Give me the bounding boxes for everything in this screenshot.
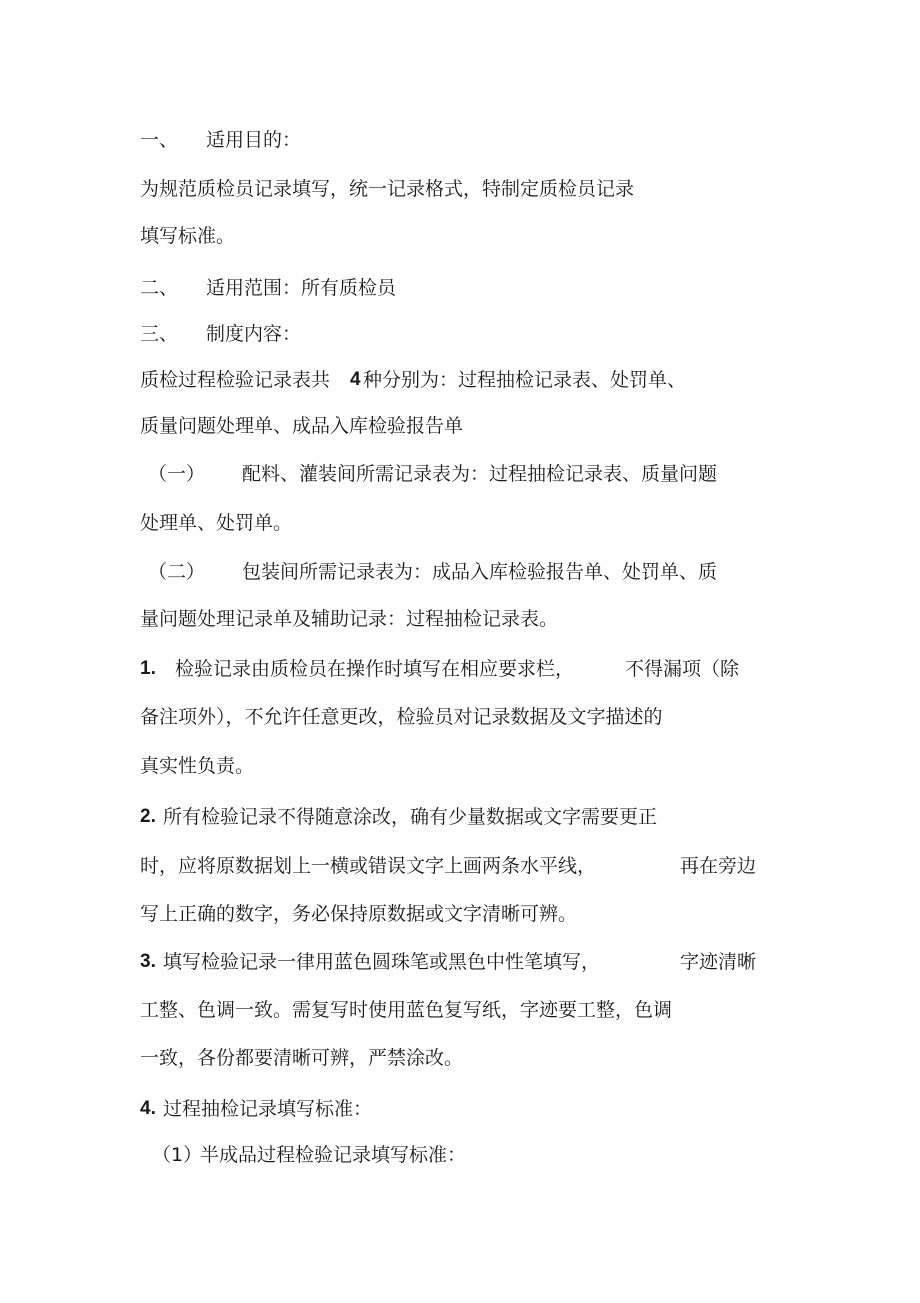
paragraph-text: 过程抽检记录填写标准：: [163, 1098, 373, 1120]
paragraph-text: 所有检验记录不得随意涂改，确有少量数据或文字需要更正: [163, 806, 658, 828]
section-3-marker: 三、: [140, 323, 179, 345]
sub-1-marker: （一）: [148, 463, 206, 485]
item-4-number: 4.: [140, 1098, 156, 1119]
paragraph-text: 为规范质检员记录填写，统一记录格式，特制定质检员记录: [140, 178, 635, 200]
paragraph-text: 检验记录由质检员在操作时填写在相应要求栏，: [175, 658, 575, 680]
item-2-number: 2.: [140, 806, 156, 827]
paragraph-text: 质检过程检验记录表共: [140, 369, 331, 391]
section-3-heading: 制度内容：: [206, 323, 302, 345]
paragraph-text: 真实性负责。: [140, 755, 255, 777]
paragraph-text: 种分别为：过程抽检记录表、处罚单、: [363, 369, 687, 391]
paragraph-text: 质量问题处理单、成品入库检验报告单: [140, 415, 464, 437]
section-2-marker: 二、: [140, 277, 179, 299]
paragraph-text: 处理单、处罚单。: [140, 512, 293, 534]
section-2-heading: 适用范围：所有质检员: [206, 277, 397, 299]
paragraph-text: 写上正确的数字，务必保持原数据或文字清晰可辨。: [140, 903, 578, 925]
item-3-number: 3.: [140, 951, 156, 972]
paragraph-text: 填写标准。: [140, 225, 236, 247]
paragraph-text: 工整、色调一致。需复写时使用蓝色复写纸，字迹要工整，色调: [140, 999, 673, 1021]
paragraph-text: 一致，各份都要清晰可辨，严禁涂改。: [140, 1047, 464, 1069]
paragraph-text: 量问题处理记录单及辅助记录：过程抽检记录表。: [140, 608, 559, 630]
paragraph-text: 时，应将原数据划上一横或错误文字上画两条水平线，: [140, 855, 597, 877]
paragraph-text: 备注项外），不允许任意更改，检验员对记录数据及文字描述的: [140, 706, 663, 728]
item-1-number: 1.: [140, 658, 156, 679]
paragraph-text: 包装间所需记录表为：成品入库检验报告单、处罚单、质: [242, 561, 718, 583]
item-4-1-marker: （1）: [152, 1144, 203, 1166]
paragraph-text: 再在旁边: [680, 855, 757, 877]
paragraph-text: 字迹清晰: [680, 951, 757, 973]
paragraph-text: 不得漏项（除: [625, 658, 740, 680]
section-1-heading: 适用目的：: [206, 129, 302, 151]
paragraph-text: 半成品过程检验记录填写标准：: [200, 1144, 467, 1166]
sub-2-marker: （二）: [148, 561, 206, 583]
record-count: 4: [350, 369, 361, 390]
paragraph-text: 配料、灌装间所需记录表为：过程抽检记录表、质量问题: [242, 463, 718, 485]
paragraph-text: 填写检验记录一律用蓝色圆珠笔或黑色中性笔填写，: [163, 951, 601, 973]
section-1-marker: 一、: [140, 129, 179, 151]
